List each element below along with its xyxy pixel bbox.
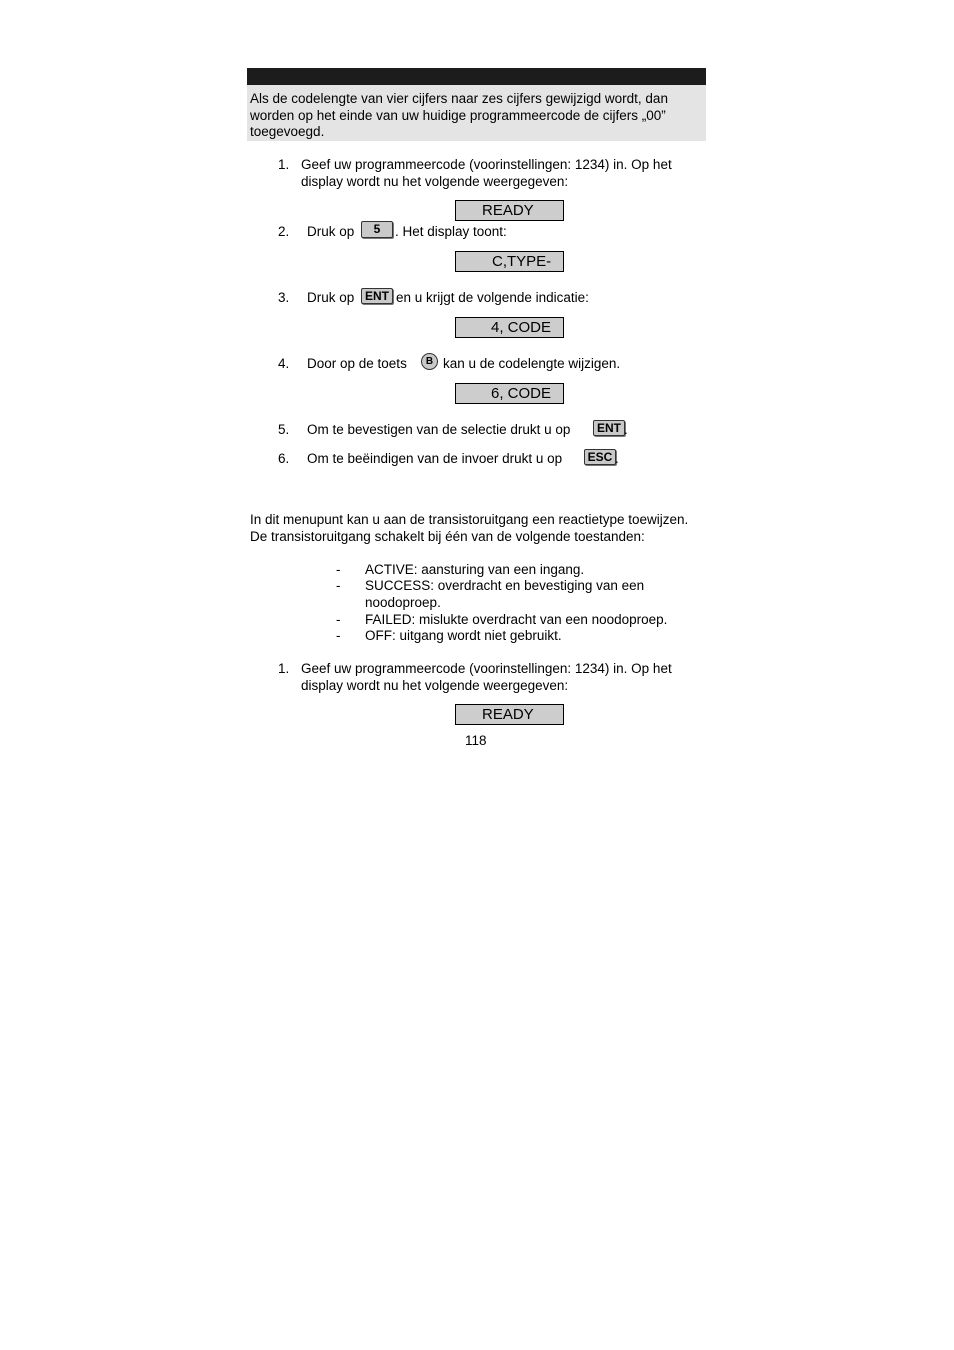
step-number: 1. bbox=[278, 157, 290, 172]
step-text-post: . bbox=[615, 451, 619, 466]
step-text-post: kan u de codelengte wijzigen. bbox=[443, 356, 621, 371]
bullet-item: OFF: uitgang wordt niet gebruikt. bbox=[365, 628, 562, 643]
key-5-icon: 5 bbox=[361, 221, 393, 238]
step-text-post: . Het display toont: bbox=[395, 224, 507, 239]
bullet-item: SUCCESS: overdracht en bevestiging van een noodoproep. bbox=[365, 578, 645, 610]
bullet-dash: - bbox=[336, 562, 341, 577]
display-text: READY bbox=[482, 706, 534, 723]
bullet-item: FAILED: mislukte overdracht van een noodoproep. bbox=[365, 612, 668, 627]
display-text: 4, CODE bbox=[491, 319, 552, 336]
display-ctype bbox=[455, 251, 564, 272]
section-header-bar bbox=[247, 68, 706, 85]
display-ready bbox=[455, 200, 564, 221]
key-b-icon: B bbox=[421, 353, 438, 370]
display-text: READY bbox=[482, 202, 534, 219]
key-ent-icon: ENT bbox=[593, 420, 625, 436]
step-text-pre: Druk op bbox=[307, 224, 355, 239]
display-text: 6, CODE bbox=[491, 385, 552, 402]
bullet-dash: - bbox=[336, 628, 341, 643]
step-number: 3. bbox=[278, 290, 290, 305]
step-text-pre: Om te beëindigen van de invoer drukt u op bbox=[307, 451, 563, 466]
step-number: 5. bbox=[278, 422, 290, 437]
section-intro: In dit menupunt kan u aan de transistoruitgang een reactietype toewijzen. De transistoruitgang schakelt bij één van de volgende toestanden: bbox=[250, 512, 689, 544]
bullet-dash: - bbox=[336, 578, 341, 593]
step-number: 1. bbox=[278, 661, 290, 676]
display-6-code bbox=[455, 383, 564, 404]
display-text: C,TYPE- bbox=[492, 253, 552, 270]
step-text-post: en u krijgt de volgende indicatie: bbox=[396, 290, 589, 305]
step-number: 2. bbox=[278, 224, 290, 239]
display-ready bbox=[455, 704, 564, 725]
step-number: 6. bbox=[278, 451, 290, 466]
key-esc-icon: ESC bbox=[584, 449, 616, 465]
display-4-code bbox=[455, 317, 564, 338]
step-text: Geef uw programmeercode (voorinstellingen: 1234) in. Op het display wordt nu het volgende weergegeven: bbox=[301, 157, 672, 189]
step-text: Geef uw programmeercode (voorinstellingen: 1234) in. Op het display wordt nu het volgende weergegeven: bbox=[301, 661, 672, 693]
bullet-dash: - bbox=[336, 612, 341, 627]
bullet-item: ACTIVE: aansturing van een ingang. bbox=[365, 562, 585, 577]
note-text: Als de codelengte van vier cijfers naar zes cijfers gewijzigd wordt, dan worden op het einde van uw huidige programmeercode de cijfers „00” toegevoegd. bbox=[250, 91, 668, 139]
step-number: 4. bbox=[278, 356, 290, 371]
step-text-pre: Om te bevestigen van de selectie drukt u op bbox=[307, 422, 571, 437]
step-text-post: . bbox=[624, 422, 628, 437]
step-text-pre: Door op de toets bbox=[307, 356, 407, 371]
page-number: 118 bbox=[465, 733, 487, 748]
key-ent-icon: ENT bbox=[361, 288, 393, 304]
step-text-pre: Druk op bbox=[307, 290, 355, 305]
